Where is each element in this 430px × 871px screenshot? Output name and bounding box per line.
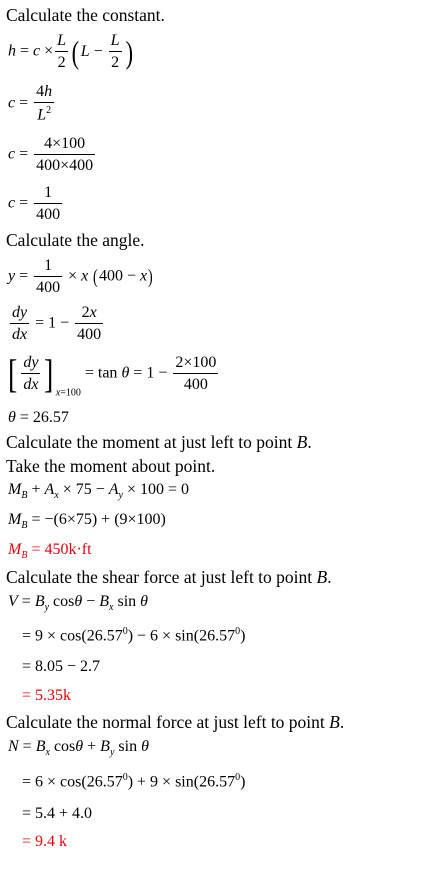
equation-normal-result: = 9.4 k: [22, 833, 68, 850]
equation-normal-formula: $N = B_x$ $\cos\theta + B_y$ sin θ: [8, 738, 149, 759]
equation-shear-numbers: = 8.05 − 2.7: [22, 658, 101, 675]
equation-shear-values: = $9 \times \cos(26.57^0) - 6 \times \sin(26.57^0)$: [22, 626, 246, 645]
heading-shear: Calculate the shear force at just left to point B.: [6, 567, 332, 587]
equation-y: y = $\frac{1}{400}$ × x (400 − x): [8, 257, 153, 296]
equation-shear-formula: $V = B_y$ $\cos\theta - B_x$ sin θ: [8, 593, 149, 614]
equation-c-formula: c = $\frac{4h}{L^2}$: [8, 83, 53, 124]
equation-derivative: $\frac{dy}{dx}$ = 1 − $\frac{2x}{400}$: [12, 304, 102, 343]
heading-moment-about: Take the moment about point.: [6, 456, 216, 476]
equation-h: h = c × $\frac{L}{2}$ (L − $\frac{L}{2}$ ): [8, 32, 133, 71]
equation-normal-numbers: = 5.4 + 4.0: [22, 805, 93, 822]
equation-c-result: c = $\frac{1}{400}$: [8, 184, 61, 223]
heading-angle: Calculate the angle.: [6, 230, 145, 250]
equation-moment-values: $M_B = -(6\times 75) + (9\times 100)$: [8, 511, 166, 532]
equation-c-values: c = $\frac{4\times 100}{400\times 400}$: [8, 135, 94, 174]
equation-theta: θ = 26.57: [8, 409, 69, 426]
equation-normal-values: = $6 \times \cos(26.57^0) + 9 \times \sin(26.57^0)$: [22, 772, 246, 791]
equation-tan: [ $\frac{dy}{dx}$ ] $_{x=100}$ = tan θ = 1 − $\frac{2\times 100}{400}$: [7, 351, 217, 399]
heading-normal: Calculate the normal force at just left to point B.: [6, 712, 345, 732]
heading-constant: Calculate the constant.: [6, 5, 165, 25]
equation-moment-result: $M_B = 450k\cdot ft$: [8, 541, 92, 562]
equation-shear-result: = 5.35k: [22, 687, 72, 704]
equation-moment-sum: $M_B + A_x \times 75 - A_y \times 100 = 0$: [8, 481, 190, 502]
heading-moment: Calculate the moment at just left to point B.: [6, 432, 312, 452]
